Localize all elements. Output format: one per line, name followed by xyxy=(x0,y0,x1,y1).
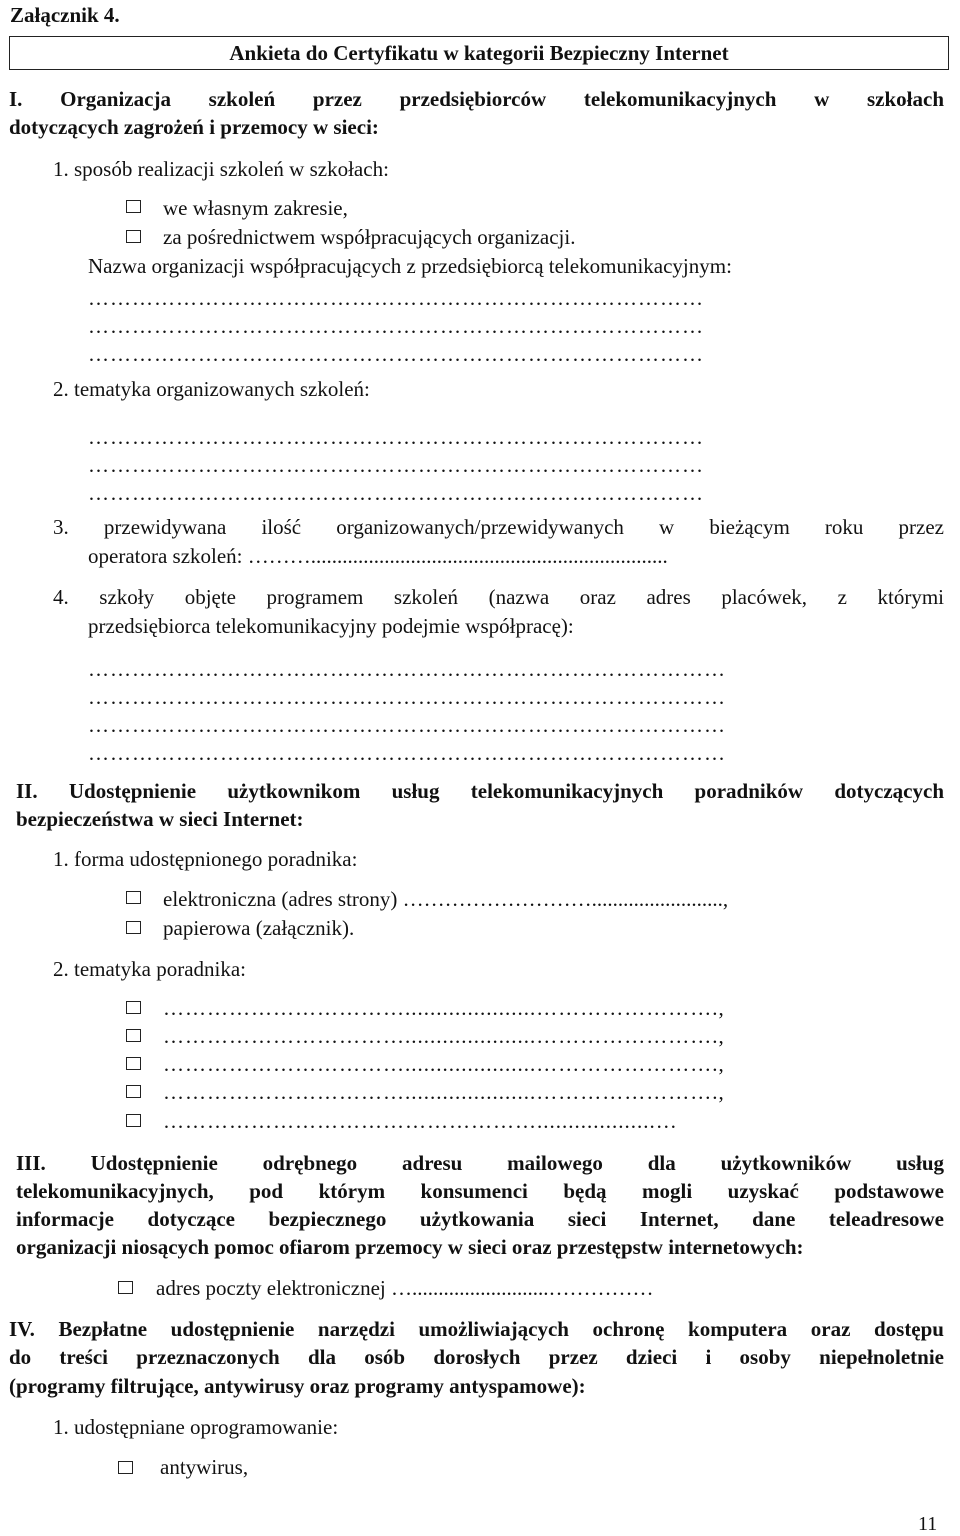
section-4-heading-line: (programy filtrujące, antywirusy oraz programy antyspamowe): xyxy=(9,1374,586,1398)
section-3-heading-line: informacje dotyczące bezpiecznego użytkowania sieci Internet, dane teleadresowe xyxy=(16,1207,944,1231)
section-2-heading-line2: bezpieczeństwa w sieci Internet: xyxy=(16,807,304,831)
s1-q4-line1: 4. szkoły objęte programem szkoleń (nazwa oraz adres placówek, z którymi xyxy=(53,585,944,609)
s1-q3-line1: 3. przewidywana ilość organizowanych/przewidywanych w bieżącym roku przez xyxy=(53,515,944,539)
s1-q1-opt1-label: we własnym zakresie, xyxy=(163,196,348,220)
s2-q1-opt2-label: papierowa (załącznik). xyxy=(163,916,355,940)
s2-q2-item-line[interactable]: …………………………….....................……………………., xyxy=(163,1052,725,1076)
s1-q4-answer-line[interactable]: …………………………………………………………………………… xyxy=(88,685,726,709)
s2-q1-opt2-checkbox[interactable] xyxy=(126,921,141,934)
s1-q1-opt2-checkbox[interactable] xyxy=(126,230,141,243)
s1-q4-answer-line[interactable]: …………………………………………………………………………… xyxy=(88,713,726,737)
s2-q2-item-checkbox[interactable] xyxy=(126,1057,141,1070)
s1-q3-line2[interactable]: operatora szkoleń: ……….................................................................... xyxy=(88,544,668,568)
s1-q4-line2: przedsiębiorca telekomunikacyjny podejmie współpracę): xyxy=(88,614,574,638)
s1-q1-label: 1. sposób realizacji szkoleń w szkołach: xyxy=(53,157,389,181)
s2-q1-opt1-label: elektroniczna (adres strony) ………………………........................., xyxy=(163,887,729,911)
s2-q2-item-checkbox[interactable] xyxy=(126,1085,141,1098)
document-title: Ankieta do Certyfikatu w kategorii Bezpieczny Internet xyxy=(229,41,729,65)
s1-q1-answer-line[interactable]: ………………………………………………………………………… xyxy=(88,286,704,310)
s4-q1-label: 1. udostępniane oprogramowanie: xyxy=(53,1415,339,1439)
s2-q2-item-line[interactable]: ……………………………………………...................… xyxy=(163,1109,678,1133)
section-3-heading-line: telekomunikacyjnych, pod którym konsumenci będą mogli uzyskać podstawowe xyxy=(16,1179,944,1203)
s3-opt1-checkbox[interactable] xyxy=(118,1281,133,1294)
s1-q1-opt2-label: za pośrednictwem współpracujących organizacji. xyxy=(163,225,576,249)
s2-q2-label: 2. tematyka poradnika: xyxy=(53,957,247,981)
s2-q1-opt1-checkbox[interactable] xyxy=(126,891,141,904)
section-3-heading-line: organizacji niosących pomoc ofiarom przemocy w sieci oraz przestępstw internetowych: xyxy=(16,1235,804,1259)
s1-q4-answer-line[interactable]: …………………………………………………………………………… xyxy=(88,741,726,765)
section-1-heading-line1: I. Organizacja szkoleń przez przedsiębiorców telekomunikacyjnych w szkołach xyxy=(9,87,944,111)
section-4-heading-line: do treści przeznaczonych dla osób dorosłych przez dzieci i osoby niepełnoletnie xyxy=(9,1345,944,1369)
section-4-heading-line: IV. Bezpłatne udostępnienie narzędzi umożliwiających ochronę komputera oraz dostępu xyxy=(9,1317,944,1341)
s1-q2-answer-line[interactable]: ………………………………………………………………………… xyxy=(88,453,704,477)
s3-opt1-label: adres poczty elektronicznej …..........................…………… xyxy=(156,1276,654,1300)
s4-q1-opt1-label: antywirus, xyxy=(160,1455,249,1479)
s2-q2-item-checkbox[interactable] xyxy=(126,1001,141,1014)
attachment-label: Załącznik 4. xyxy=(10,3,120,27)
s2-q2-item-line[interactable]: …………………………….....................……………………., xyxy=(163,1080,725,1104)
s1-q1-answer-line[interactable]: ………………………………………………………………………… xyxy=(88,342,704,366)
section-2-heading-line1: II. Udostępnienie użytkownikom usług telekomunikacyjnych poradników dotyczących xyxy=(16,779,944,803)
section-3-heading-line: III. Udostępnienie odrębnego adresu mailowego dla użytkowników usług xyxy=(16,1151,944,1175)
s4-q1-opt1-checkbox[interactable] xyxy=(118,1461,133,1474)
s1-q1-answer-line[interactable]: ………………………………………………………………………… xyxy=(88,314,704,338)
s2-q2-item-line[interactable]: …………………………….....................……………………., xyxy=(163,1024,725,1048)
s1-q1-note: Nazwa organizacji współpracujących z przedsiębiorcą telekomunikacyjnym: xyxy=(88,254,732,278)
page-number: 11 xyxy=(918,1513,938,1535)
section-1-heading-line2: dotyczących zagrożeń i przemocy w sieci: xyxy=(9,115,379,139)
s1-q2-answer-line[interactable]: ………………………………………………………………………… xyxy=(88,481,704,505)
s1-q4-answer-line[interactable]: …………………………………………………………………………… xyxy=(88,657,726,681)
s2-q2-item-checkbox[interactable] xyxy=(126,1114,141,1127)
s2-q1-label: 1. forma udostępnionego poradnika: xyxy=(53,847,358,871)
s1-q2-answer-line[interactable]: ………………………………………………………………………… xyxy=(88,425,704,449)
s2-q2-item-line[interactable]: …………………………….....................……………………., xyxy=(163,996,725,1020)
s1-q1-opt1-checkbox[interactable] xyxy=(126,200,141,213)
s1-q2-label: 2. tematyka organizowanych szkoleń: xyxy=(53,377,370,401)
s2-q2-item-checkbox[interactable] xyxy=(126,1029,141,1042)
